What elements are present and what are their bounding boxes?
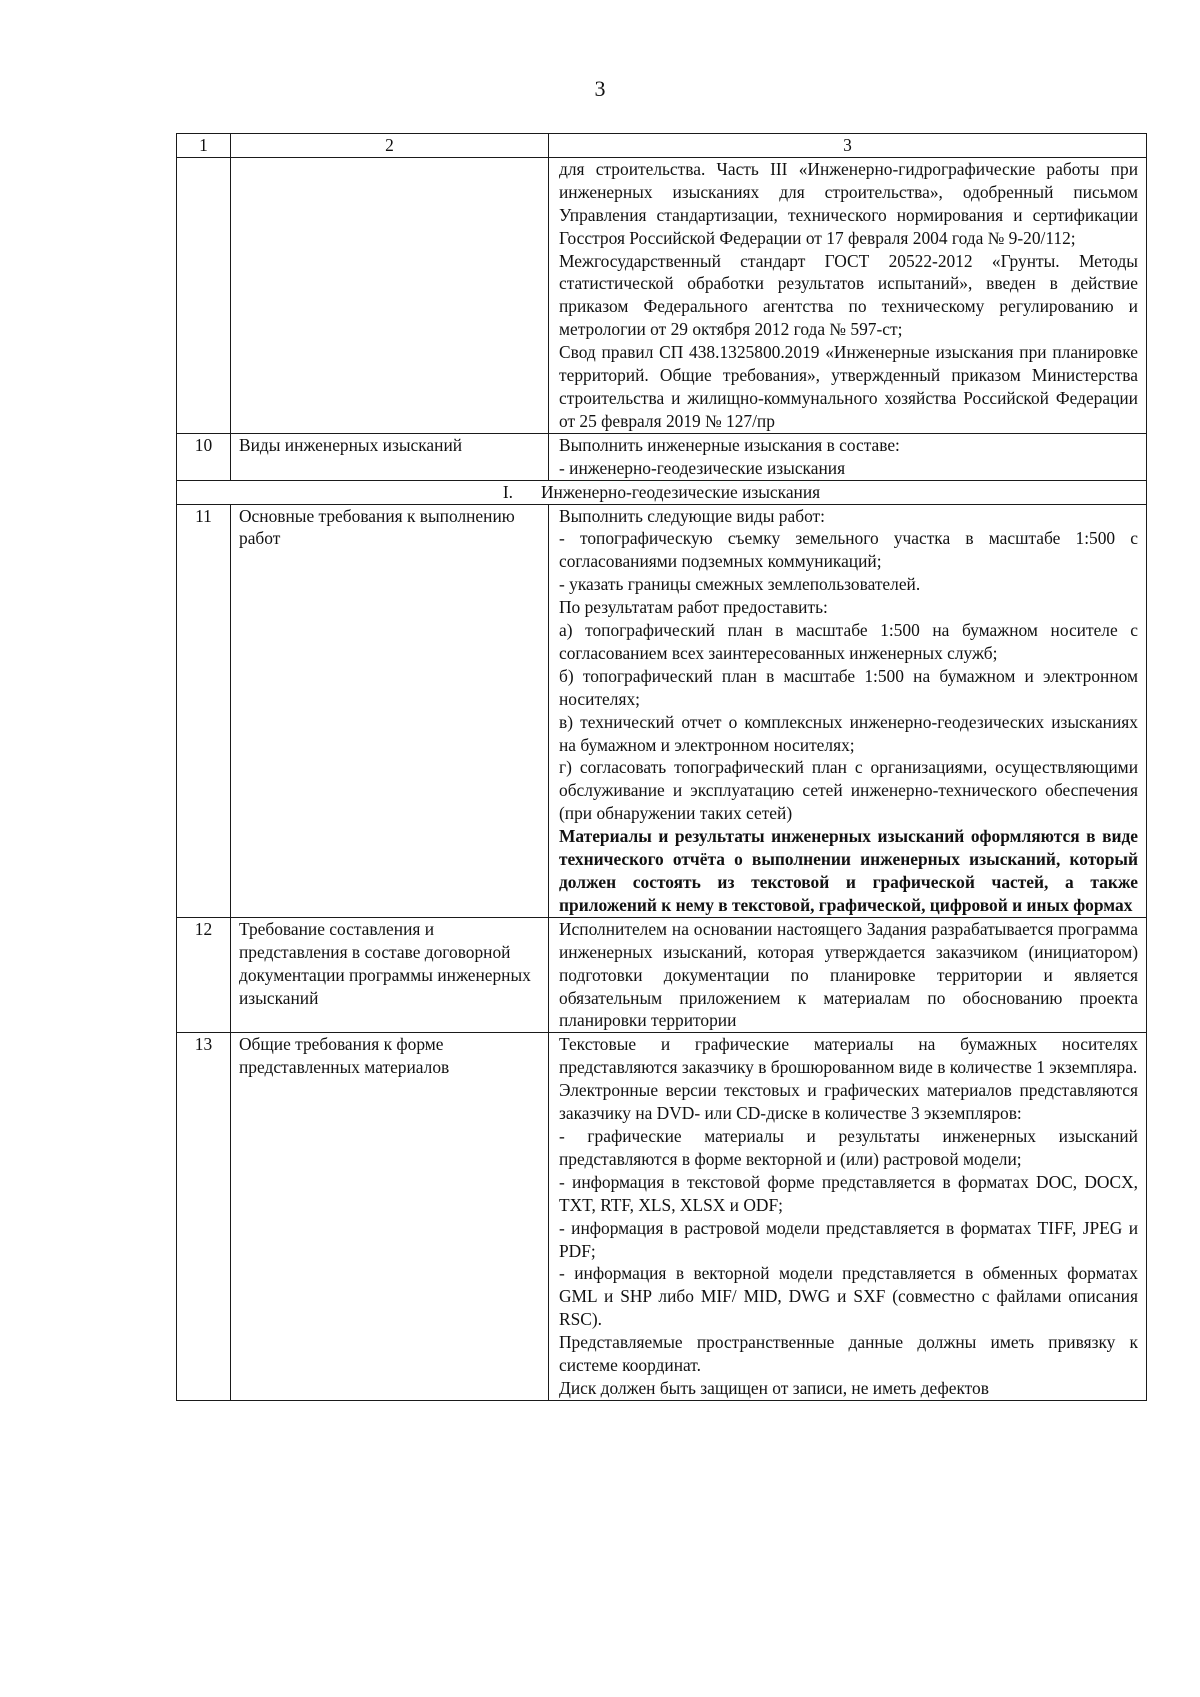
content-paragraph: - информация в растровой модели представляется в форматах TIFF, JPEG и PDF; [559,1217,1138,1261]
row-label: Основные требования к выполнению работ [231,504,549,917]
row-label: Виды инженерных изысканий [231,433,549,480]
content-paragraph: - указать границы смежных землепользователей. [559,574,921,595]
row-content-cell [549,504,1147,917]
section-title: Инженерно-геодезические изыскания [540,481,821,502]
content-paragraph: Диск должен быть защищен от записи, не иметь дефектов [559,1377,989,1398]
table-row-continuation [177,157,1147,433]
row-number: 11 [177,504,231,917]
table-row-11 [177,504,1147,917]
section-heading-row [177,480,1147,504]
header-col-2: 2 [231,134,549,158]
content-paragraph: - инженерно-геодезические изыскания [559,457,846,478]
content-paragraph: По результатам работ предоставить: [559,597,828,618]
header-col-3: 3 [549,134,1147,158]
content-paragraph: - графические материалы и результаты инженерных изысканий представляются в форме векторной и (или) растровой модели; [559,1125,1138,1169]
header-col-1: 1 [177,134,231,158]
row-content-cell [549,157,1147,433]
content-paragraph: а) топографический план в масштабе 1:500 на бумажном носителе с согласованием всех заинтересованных инженерных служб; [559,620,1138,663]
row-number: 12 [177,917,231,1033]
content-paragraph: Выполнить следующие виды работ: [559,505,825,526]
table-row-12 [177,917,1147,1033]
row-content-cell [549,917,1147,1033]
row-label: Требование составления и представления в составе договорной документации программы инженерных изысканий [231,917,549,1033]
content-paragraph: Межгосударственный стандарт ГОСТ 20522-2012 «Грунты. Методы статистической обработки результатов испытаний», введен в действие приказом Федерального агентства по техническому регулированию и метрологии от 29 октября 2012 года № 597-ст; [559,250,1138,340]
bold-paragraph: Материалы и результаты инженерных изысканий оформляются в виде технического отчёта о выполнении инженерных изысканий, который должен состоять из текстовой и графической частей, а также приложений к нему в текстовой, графической, цифровой и иных формах [559,826,1138,915]
row-label: Общие требования к форме представленных материалов [231,1033,549,1401]
row-number-cell [177,157,231,433]
row-number: 10 [177,433,231,480]
content-paragraph: Выполнить инженерные изыскания в составе: [559,434,900,455]
table-header-row [177,134,1147,158]
table-row-10 [177,433,1147,480]
content-paragraph: Текстовые и графические материалы на бумажных носителях представляются заказчику в брошюрованном виде в количестве 1 экземпляра. [559,1034,1138,1078]
content-paragraph: - информация в текстовой форме представляется в форматах DOC, DOCX, TXT, RTF, XLS, XLSX и ODF; [559,1171,1138,1215]
content-paragraph: б) топографический план в масштабе 1:500 на бумажном и электронном носителях; [559,665,1138,709]
content-paragraph: Электронные версии текстовых и графических материалов представляются заказчику на DVD- или CD-диске в количестве 3 экземпляров: [559,1080,1138,1124]
row-number: 13 [177,1033,231,1401]
content-paragraph: в) технический отчет о комплексных инженерно-геодезических изысканиях на бумажном и электронном носителях; [559,711,1138,755]
row-label-cell [231,157,549,433]
content-paragraph: г) согласовать топографический план с организациями, осуществляющими обслуживание и эксплуатацию сетей инженерно-технического обеспечения (при обнаружении таких сетей) [559,757,1138,824]
row-content-cell [549,433,1147,480]
content-paragraph: - информация в векторной модели представляется в обменных форматах GML и SHP либо MIF/ MID, DWG и SXF (совместно с файлами описания RSC). [559,1263,1138,1330]
content-paragraph: Представляемые пространственные данные должны иметь привязку к системе координат. [559,1332,1138,1376]
content-paragraph: Свод правил СП 438.1325800.2019 «Инженерные изыскания при планировке территорий. Общие требования», утвержденный приказом Министерства строительства и жилищно-коммунального хозяйства Российской Федерации от 25 февраля 2019 № 127/пр [559,342,1138,431]
section-heading [177,480,1147,504]
page-number: 3 [594,76,606,101]
content-paragraph: - топографическую съемку земельного участка в масштабе 1:500 с согласованиями подземных коммуникаций; [559,528,1138,572]
content-paragraph: Исполнителем на основании настоящего Задания разрабатывается программа инженерных изысканий, которая утверждается заказчиком (инициатором) подготовки документации по планировке территории и является обязательным приложением к материалам по обоснованию проекта планировки территории [559,918,1138,1031]
content-paragraph: для строительства. Часть III «Инженерно-гидрографические работы при инженерных изысканиях для строительства», одобренный письмом Управления стандартизации, технического нормирования и сертификации Госстроя Российской Федерации от 17 февраля 2004 года № 9-20/112; [559,158,1138,248]
table-row-13 [177,1033,1147,1401]
row-content-cell [549,1033,1147,1401]
section-number: I. [502,481,513,502]
requirements-table [176,133,1147,1401]
